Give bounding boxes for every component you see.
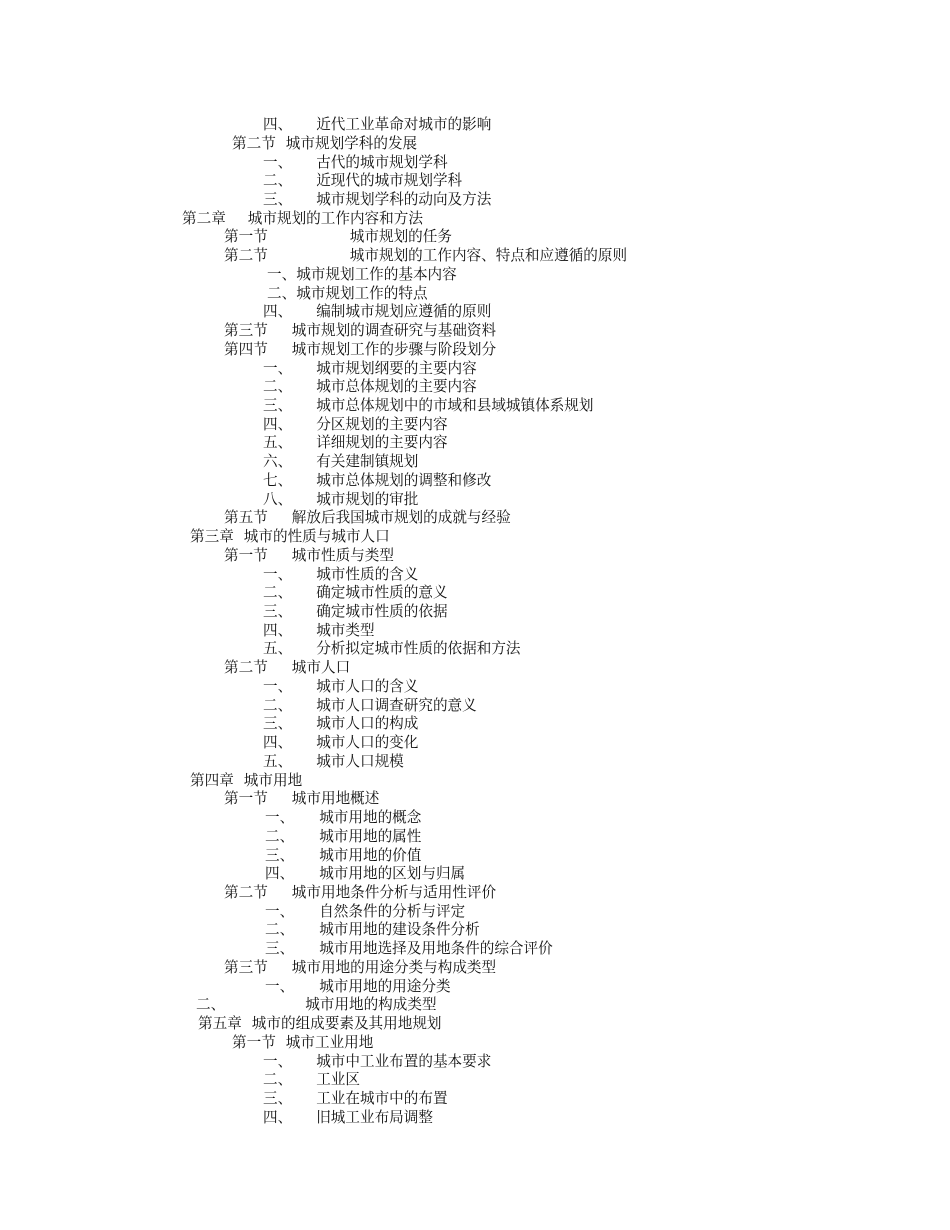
toc-number: 第三章 [190, 528, 234, 546]
toc-number: 二、 [263, 584, 293, 602]
toc-section [224, 658, 350, 677]
toc-item [263, 452, 418, 471]
toc-item [265, 902, 465, 921]
toc-number: 第五节 [224, 509, 268, 527]
toc-number: 二、 [267, 284, 297, 302]
toc-chapter [190, 527, 390, 546]
toc-title: 城市用地的属性 [319, 827, 422, 845]
toc-item [263, 677, 418, 696]
toc-section [224, 321, 496, 340]
toc-section [224, 883, 496, 902]
toc-section [224, 508, 511, 527]
toc-item [263, 396, 594, 415]
toc-section [224, 340, 496, 359]
toc-title: 解放后我国城市规划的成就与经验 [291, 509, 511, 527]
toc-item [263, 602, 448, 621]
toc-item [263, 583, 448, 602]
toc-number: 第一节 [224, 790, 268, 808]
toc-number: 六、 [263, 453, 293, 471]
toc-number: 第一节 [224, 546, 268, 564]
toc-title: 城市人口的构成 [316, 715, 419, 733]
toc-title: 城市总体规划中的市域和县域城镇体系规划 [316, 396, 594, 414]
toc-title: 城市规划的调查研究与基础资料 [291, 322, 497, 339]
toc-number: 第二节 [224, 883, 268, 901]
toc-title: 城市的性质与城市人口 [243, 528, 390, 546]
toc-title: 确定城市性质的意义 [316, 584, 448, 602]
toc-number: 二、 [263, 172, 293, 190]
toc-number: 三、 [263, 715, 293, 733]
toc-item [265, 846, 421, 865]
toc-title: 城市规划的审批 [316, 490, 419, 508]
toc-item [263, 153, 448, 172]
toc-item [263, 377, 477, 396]
toc-item [263, 714, 418, 733]
toc-title: 城市人口规模 [316, 752, 404, 770]
toc-title: 分区规划的主要内容 [316, 415, 448, 433]
toc-title: 工业区 [316, 1071, 360, 1089]
toc-title: 城市用地的用途分类 [319, 977, 451, 995]
toc-item [263, 621, 375, 640]
toc-title: 城市人口的变化 [316, 734, 419, 752]
toc-number: 五、 [263, 752, 293, 770]
toc-chapter [190, 771, 302, 790]
toc-number: 二、 [196, 996, 226, 1014]
toc-number: 第三节 [224, 958, 268, 976]
toc-number: 第一节 [232, 1033, 276, 1051]
toc-title: 城市用地概述 [291, 790, 380, 808]
toc-section [224, 958, 496, 977]
toc-item [263, 1108, 433, 1127]
toc-item [263, 1052, 491, 1071]
toc-item [263, 490, 418, 509]
toc-number: 一、 [265, 809, 295, 826]
toc-number: 第五章 [198, 1015, 242, 1032]
toc-item [265, 920, 480, 939]
toc-title: 旧城工业布局调整 [316, 1108, 433, 1126]
toc-title: 城市规划的工作内容、特点和应遵循的原则 [349, 247, 628, 265]
toc-number: 第二节 [224, 247, 268, 265]
toc-item [263, 302, 491, 321]
toc-item [267, 284, 428, 303]
toc-item [263, 115, 491, 134]
toc-section [224, 246, 627, 265]
toc-number: 一、 [263, 677, 293, 695]
toc-title: 城市规划工作的步骤与阶段划分 [291, 340, 497, 358]
toc-number: 二、 [263, 696, 293, 714]
toc-number: 四、 [263, 621, 293, 639]
toc-title: 城市类型 [316, 621, 375, 639]
toc-number: 第二节 [224, 659, 268, 677]
toc-title: 城市用地的用途分类与构成类型 [291, 958, 497, 976]
toc-title: 城市用地的区划与归属 [319, 865, 466, 883]
toc-title: 城市规划纲要的主要内容 [316, 359, 477, 377]
toc-title: 近代工业革命对城市的影响 [316, 116, 492, 133]
toc-title: 城市用地的价值 [319, 846, 422, 864]
toc-number: 四、 [263, 116, 293, 133]
toc-item [263, 1089, 448, 1108]
toc-title: 城市用地的建设条件分析 [319, 921, 480, 939]
toc-item [267, 265, 457, 284]
toc-number: 三、 [265, 940, 295, 958]
toc-title: 城市性质与类型 [291, 546, 394, 564]
toc-item [263, 359, 477, 378]
toc-title: 城市规划学科的发展 [285, 134, 418, 152]
toc-number: 三、 [263, 190, 293, 208]
toc-number: 一、 [263, 1052, 293, 1070]
toc-title: 有关建制镇规划 [316, 453, 419, 471]
toc-title: 城市规划的工作内容和方法 [247, 209, 423, 227]
toc-number: 四、 [263, 303, 293, 321]
toc-number: 二、 [265, 921, 295, 939]
toc-number: 二、 [263, 378, 293, 396]
toc-item [265, 977, 451, 996]
toc-title: 近现代的城市规划学科 [316, 172, 463, 190]
toc-number: 二、 [265, 827, 295, 845]
toc-number: 三、 [263, 1090, 293, 1107]
toc-title: 城市用地选择及用地条件的综合评价 [319, 940, 553, 958]
toc-item [263, 752, 404, 771]
toc-number: 第一节 [224, 228, 268, 246]
toc-section [224, 546, 394, 565]
toc-title: 城市人口调查研究的意义 [316, 696, 477, 714]
toc-number: 四、 [263, 1108, 293, 1126]
toc-item [263, 565, 418, 584]
toc-number: 一、 [267, 265, 297, 283]
toc-title: 城市规划工作的基本内容 [296, 265, 457, 283]
toc-item [263, 171, 462, 190]
toc-item [196, 995, 437, 1014]
toc-number: 二、 [263, 1071, 293, 1089]
toc-title: 城市规划的任务 [349, 228, 452, 246]
toc-item [263, 415, 448, 434]
toc-title: 城市规划学科的动向及方法 [316, 190, 492, 208]
toc-number: 三、 [263, 396, 293, 414]
toc-number: 五、 [263, 434, 293, 452]
toc-item [265, 939, 553, 958]
toc-item [263, 1070, 360, 1089]
toc-title: 城市的组成要素及其用地规划 [251, 1015, 442, 1032]
toc-number: 一、 [263, 153, 293, 171]
toc-number: 八、 [263, 490, 293, 508]
toc-title: 城市用地条件分析与适用性评价 [291, 883, 497, 901]
toc-title: 城市人口的含义 [316, 677, 419, 695]
toc-number: 三、 [263, 603, 293, 620]
toc-title: 城市人口 [291, 659, 351, 677]
toc-number: 一、 [263, 359, 293, 377]
toc-title: 确定城市性质的依据 [316, 603, 448, 620]
toc-title: 自然条件的分析与评定 [319, 902, 466, 920]
toc-number: 第二节 [232, 134, 276, 152]
toc-number: 一、 [265, 977, 295, 995]
toc-section [232, 1033, 373, 1052]
toc-item [265, 808, 421, 827]
toc-number: 一、 [263, 565, 293, 583]
toc-title: 城市用地的概念 [319, 809, 422, 826]
toc-title: 详细规划的主要内容 [316, 434, 448, 452]
toc-number: 四、 [263, 415, 293, 433]
toc-number: 四、 [265, 865, 295, 883]
toc-item [265, 827, 421, 846]
toc-chapter [198, 1014, 442, 1033]
toc-number: 三、 [265, 846, 295, 864]
toc-section [224, 789, 379, 808]
toc-item [263, 433, 448, 452]
toc-number: 四、 [263, 734, 293, 752]
toc-item [263, 190, 491, 209]
toc-item [265, 864, 465, 883]
toc-title: 城市用地的构成类型 [305, 996, 437, 1014]
toc-number: 七、 [263, 471, 293, 489]
toc-number: 第二章 [182, 209, 226, 227]
toc-number: 第四节 [224, 340, 268, 358]
toc-title: 城市性质的含义 [316, 565, 419, 583]
toc-number: 五、 [263, 640, 293, 658]
toc-title: 城市总体规划的主要内容 [316, 378, 477, 396]
toc-title: 古代的城市规划学科 [316, 153, 448, 171]
toc-chapter [182, 209, 423, 228]
toc-number: 第四章 [190, 771, 234, 789]
toc-section [224, 227, 452, 246]
toc-title: 分析拟定城市性质的依据和方法 [316, 640, 521, 658]
toc-item [263, 639, 521, 658]
toc-title: 城市规划工作的特点 [296, 284, 428, 302]
toc-title: 城市用地 [243, 771, 303, 789]
toc-number: 一、 [265, 902, 295, 920]
toc-section [232, 134, 417, 153]
toc-number: 第三节 [224, 322, 268, 339]
toc-title: 编制城市规划应遵循的原则 [316, 303, 492, 321]
toc-item [263, 696, 477, 715]
toc-title: 城市中工业布置的基本要求 [316, 1052, 492, 1070]
toc-title: 城市工业用地 [285, 1033, 374, 1051]
toc-item [263, 733, 418, 752]
toc-item [263, 471, 491, 490]
toc-title: 工业在城市中的布置 [316, 1090, 448, 1107]
toc-title: 城市总体规划的调整和修改 [316, 471, 492, 489]
